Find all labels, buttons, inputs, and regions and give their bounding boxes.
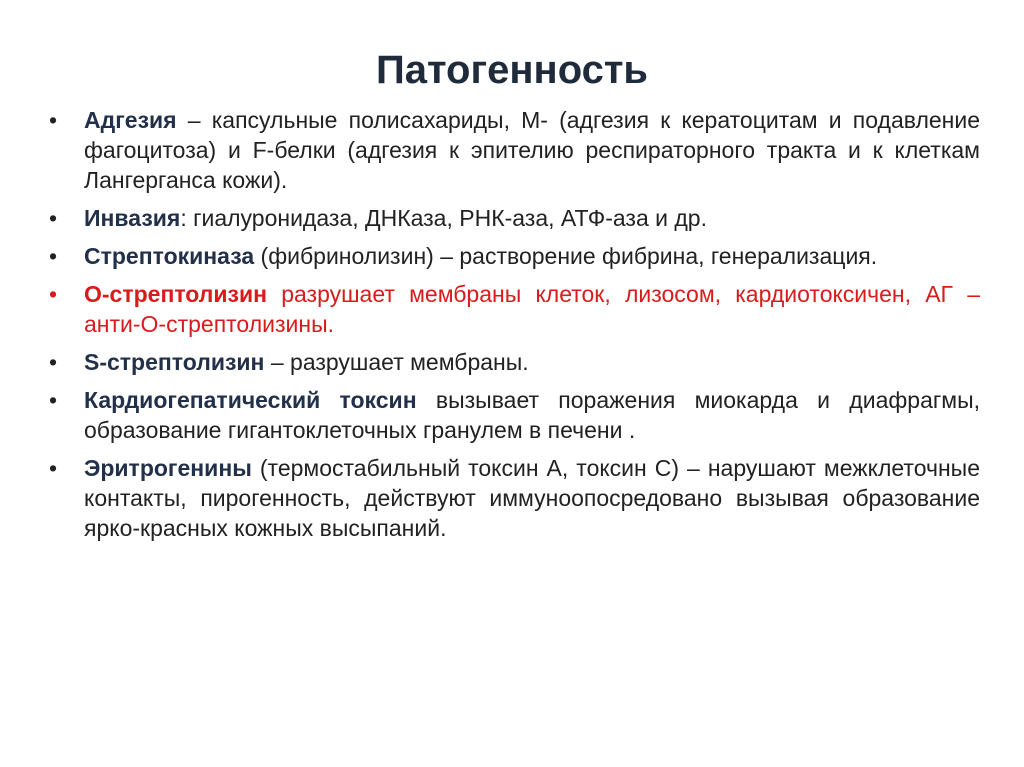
- bullet-dot-icon: •: [48, 455, 58, 481]
- bullet-text: : гиалуронидаза, ДНКаза, РНК-аза, АТФ-аза и др.: [180, 205, 707, 231]
- bullet-item-o-streptolysin: [46, 279, 980, 339]
- bullet-item-erythrogenins: [46, 453, 980, 543]
- bullet-dot-icon: •: [48, 387, 58, 413]
- bullet-text: – разрушает мембраны.: [264, 349, 529, 375]
- bullet-term: Стрептокиназа: [84, 243, 255, 269]
- bullet-item-s-streptolysin: [46, 347, 980, 377]
- bullet-dot-icon: •: [48, 243, 58, 269]
- bullet-item-invasion: [46, 203, 980, 233]
- bullet-dot-icon: •: [48, 281, 58, 307]
- bullet-text: (фибринолизин) – растворение фибрина, генерализация.: [254, 243, 878, 269]
- bullet-text: разрушает мембраны клеток, лизосом, кардиотоксичен, АГ – анти-О-стрептолизины.: [84, 281, 980, 337]
- bullet-term: Инвазия: [84, 205, 181, 231]
- bullet-term: Кардиогепатический токсин: [84, 387, 417, 413]
- bullet-term: О-стрептолизин: [84, 281, 267, 307]
- bullet-dot-icon: •: [48, 349, 58, 375]
- bullet-item-streptokinase: [46, 241, 980, 271]
- bullet-text: – капсульные полисахариды, М- (адгезия к кератоцитам и подавление фагоцитоза) и F-белки (адгезия к эпителию респираторного тракта и к клеткам Лангерганса кожи).: [84, 107, 980, 193]
- bullet-term: Адгезия: [84, 107, 177, 133]
- bullet-dot-icon: •: [48, 107, 58, 133]
- slide-title: Патогенность: [375, 48, 649, 92]
- bullet-item-cardiohepatic-toxin: [46, 385, 980, 445]
- bullet-term: Эритрогенины: [84, 455, 252, 481]
- bullet-term: S-стрептолизин: [84, 349, 265, 375]
- bullet-text: (термостабильный токсин А, токсин С) – нарушают межклеточные контакты, пирогенность, действуют иммуноопосредовано вызывая образование ярко-красных кожных высыпаний.: [84, 455, 980, 541]
- bullet-text: вызывает поражения миокарда и диафрагмы, образование гигантоклеточных гранулем в печени .: [84, 387, 980, 443]
- bullet-dot-icon: •: [48, 205, 58, 231]
- bullet-list: [46, 105, 980, 551]
- bullet-item-adhesion: [46, 105, 980, 195]
